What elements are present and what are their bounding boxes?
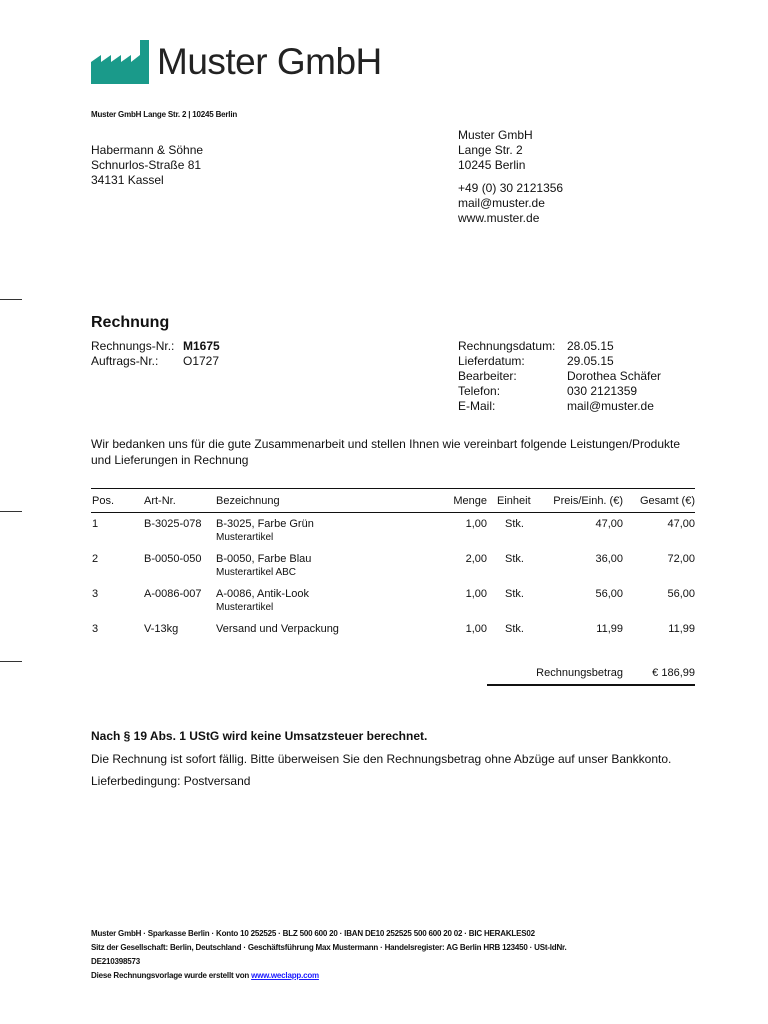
row-art-nr: V-13kg — [144, 623, 179, 635]
delivery-note: Lieferbedingung: Postversand — [91, 774, 251, 788]
invoice-date-value: 28.05.15 — [567, 339, 614, 353]
row-unit: Stk. — [505, 623, 524, 635]
recipient-line: Habermann & Söhne — [91, 143, 204, 157]
total-value: € 186,99 — [652, 667, 695, 679]
header-total: Gesamt (€) — [639, 495, 695, 507]
invoice-number-value: M1675 — [183, 339, 220, 353]
sender-address — [458, 128, 533, 173]
row-description: A-0086, Antik-Look — [216, 588, 309, 600]
footer-credit-link[interactable]: www.weclapp.com — [251, 971, 319, 980]
row-subtitle: Musterartikel — [216, 532, 274, 543]
fold-mark-middle — [0, 511, 22, 512]
sender-return-line: Muster GmbH Lange Str. 2 | 10245 Berlin — [91, 110, 238, 119]
clerk-label: Bearbeiter: — [458, 369, 517, 383]
row-pos: 1 — [92, 518, 99, 530]
sender-line: Lange Str. 2 — [458, 143, 523, 157]
fold-mark-top — [0, 299, 22, 300]
row-unit: Stk. — [505, 553, 524, 565]
row-unit-price: 11,99 — [596, 623, 623, 635]
row-art-nr: A-0086-007 — [144, 588, 202, 600]
footer-company-line: Sitz der Gesellschaft: Berlin, Deutschland · Geschäftsführung Max Mustermann · Handelsregister: AG Berlin HRB 123450 · USt-IdNr. — [91, 943, 567, 952]
clerk-value: Dorothea Schäfer — [567, 369, 662, 383]
fold-mark-bottom — [0, 661, 22, 662]
row-art-nr: B-0050-050 — [144, 553, 202, 565]
footer-vat-id: DE210398573 — [91, 957, 140, 966]
sender-phone: +49 (0) 30 2121356 — [458, 181, 564, 195]
document-title: Rechnung — [91, 314, 170, 331]
header-unit-price: Preis/Einh. (€) — [553, 495, 623, 507]
row-quantity: 1,00 — [465, 588, 487, 600]
header-quantity: Menge — [453, 495, 487, 507]
recipient-line: Schnurlos-Straße 81 — [91, 158, 202, 172]
row-art-nr: B-3025-078 — [144, 518, 202, 530]
company-logo-text: Muster GmbH — [157, 41, 382, 82]
tax-note: Nach § 19 Abs. 1 UStG wird keine Umsatzsteuer berechnet. — [91, 729, 428, 743]
row-total: 56,00 — [667, 588, 695, 600]
row-unit-price: 47,00 — [595, 518, 623, 530]
footer-credit-line — [91, 971, 319, 980]
row-total: 72,00 — [667, 553, 695, 565]
sender-contact — [458, 181, 563, 226]
intro-text: Wir bedanken uns für die gute Zusammenarbeit und stellen Ihnen wie vereinbart folgende Leistungen/Produkte und Lieferungen in Rechnung — [91, 437, 681, 467]
sender-website: www.muster.de — [458, 211, 540, 225]
row-total: 11,99 — [668, 623, 695, 635]
table-top-rule — [91, 488, 695, 489]
row-unit: Stk. — [505, 518, 524, 530]
invoice-number-label: Rechnungs-Nr.: — [91, 339, 175, 353]
row-total: 47,00 — [667, 518, 695, 530]
row-quantity: 2,00 — [465, 553, 487, 565]
recipient-line: 34131 Kassel — [91, 173, 164, 187]
row-pos: 3 — [92, 588, 99, 600]
delivery-date-label: Lieferdatum: — [458, 354, 525, 368]
payment-note: Die Rechnung ist sofort fällig. Bitte überweisen Sie den Rechnungsbetrag ohne Abzüge auf unser Bankkonto. — [91, 752, 672, 766]
row-subtitle: Musterartikel ABC — [216, 567, 297, 578]
sender-email: mail@muster.de — [458, 196, 545, 210]
company-logo — [91, 40, 391, 86]
header-unit: Einheit — [497, 495, 531, 507]
row-unit-price: 56,00 — [595, 588, 623, 600]
row-quantity: 1,00 — [465, 518, 487, 530]
order-number-label: Auftrags-Nr.: — [91, 354, 159, 368]
row-quantity: 1,00 — [465, 623, 487, 635]
invoice-date-label: Rechnungsdatum: — [458, 339, 556, 353]
factory-icon — [91, 40, 151, 84]
sender-line: 10245 Berlin — [458, 158, 526, 172]
order-number-value: O1727 — [183, 354, 220, 368]
recipient-address — [91, 143, 203, 188]
header-description: Bezeichnung — [216, 495, 280, 507]
header-pos: Pos. — [92, 495, 115, 507]
row-pos: 2 — [92, 553, 99, 565]
footer-credit-text: Diese Rechnungsvorlage wurde erstellt von — [91, 971, 250, 980]
header-art-nr: Art-Nr. — [144, 495, 176, 507]
footer-bank-line: Muster GmbH · Sparkasse Berlin · Konto 10 252525 · BLZ 500 600 20 · IBAN DE10 252525 500 600 20 02 · BIC HERAKLES02 — [91, 929, 535, 938]
table-header-rule — [91, 512, 695, 513]
sender-line: Muster GmbH — [458, 128, 533, 142]
total-label: Rechnungsbetrag — [536, 667, 623, 679]
row-unit: Stk. — [505, 588, 524, 600]
row-description: Versand und Verpackung — [216, 623, 339, 635]
row-unit-price: 36,00 — [595, 553, 623, 565]
phone-value: 030 2121359 — [567, 384, 638, 398]
row-description: B-0050, Farbe Blau — [216, 553, 312, 565]
total-rule — [487, 684, 695, 686]
row-subtitle: Musterartikel — [216, 602, 274, 613]
delivery-date-value: 29.05.15 — [567, 354, 614, 368]
row-description: B-3025, Farbe Grün — [216, 518, 314, 530]
row-pos: 3 — [92, 623, 99, 635]
email-value: mail@muster.de — [567, 399, 654, 413]
phone-label: Telefon: — [458, 384, 501, 398]
email-label: E-Mail: — [458, 399, 496, 413]
